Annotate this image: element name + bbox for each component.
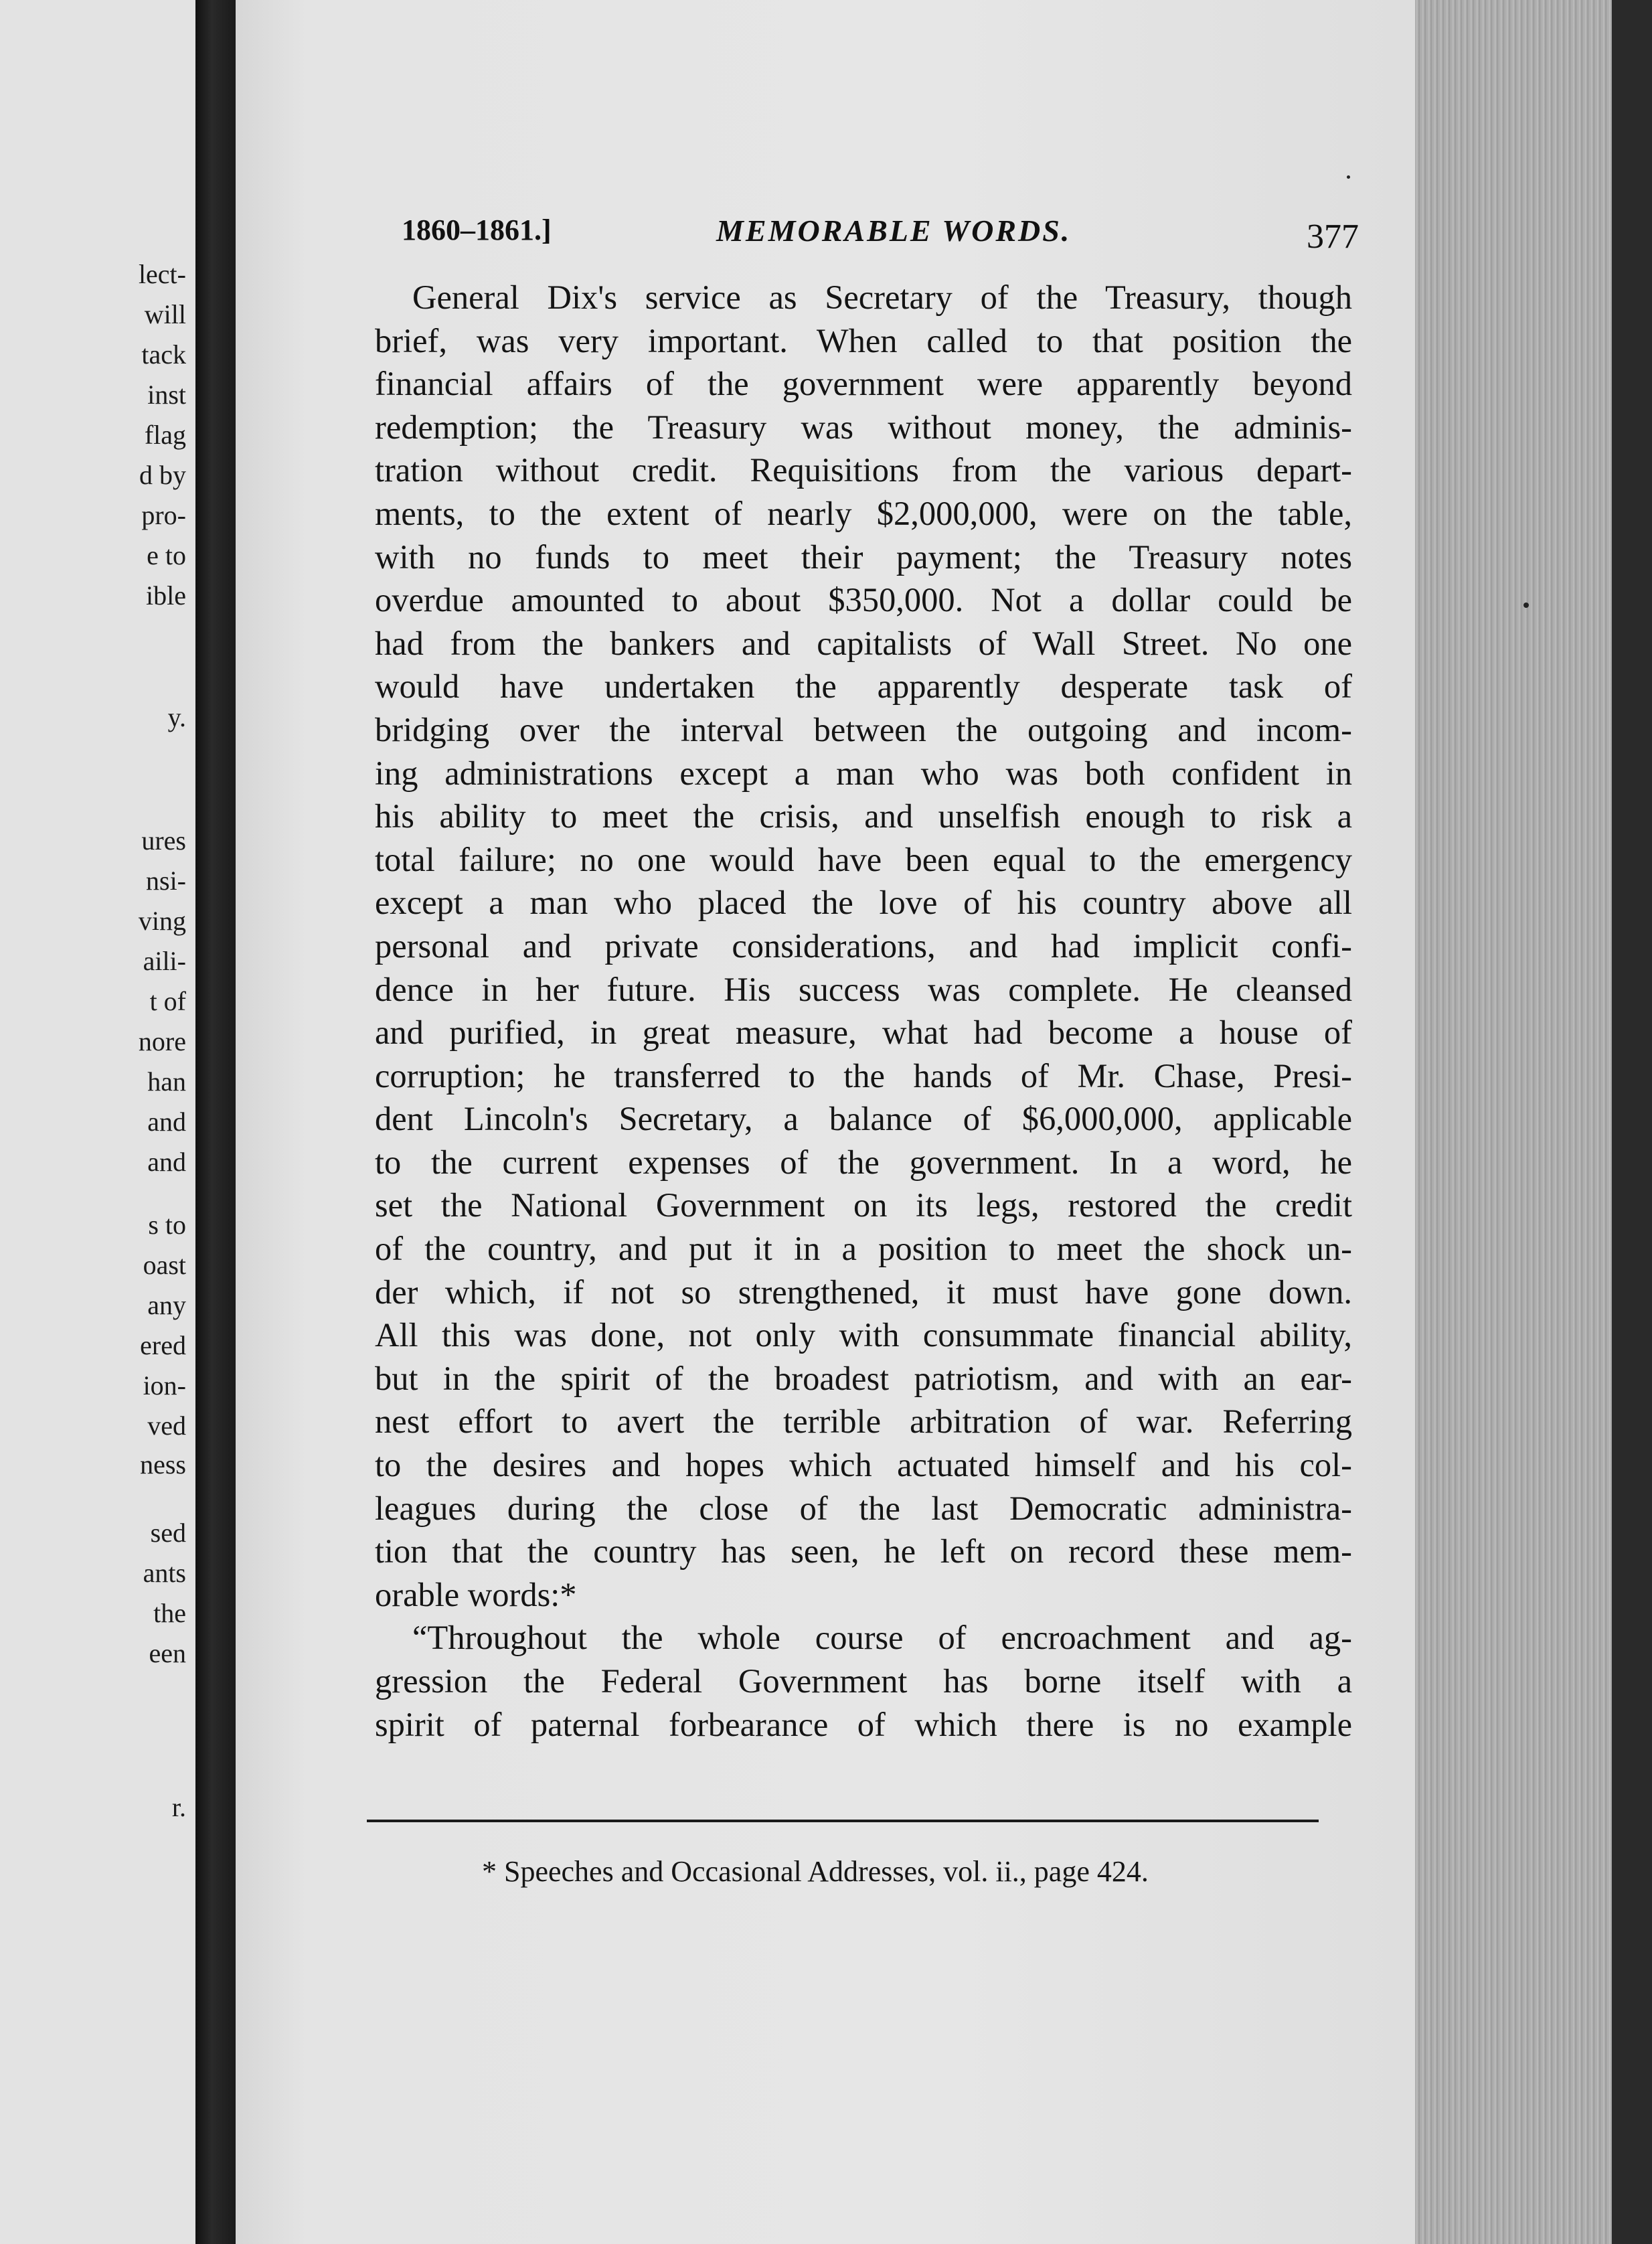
text-line: of the country, and put it in a position to meet the shock un- [375,1230,1352,1268]
text-line: tration without credit. Requisitions from the various depart- [375,451,1352,489]
text-line: orable words:* [375,1575,577,1613]
text-line: General Dix's service as Secretary of the Treasury, though [412,278,1352,316]
page-edges [1415,0,1652,2244]
left-page-fragment: ved [147,1411,186,1441]
text-line: but in the spirit of the broadest patriotism, and with an ear- [375,1359,1352,1397]
left-page-fragment: oast [143,1250,186,1280]
text-line: redemption; the Treasury was without money, the adminis- [375,408,1352,446]
footnote: * Speeches and Occasional Addresses, vol. ii., page 424. [482,1855,1149,1888]
left-page-fragment: and [147,1147,186,1177]
text-line: All this was done, not only with consummate financial ability, [375,1316,1352,1354]
left-page-fragment: een [149,1638,186,1668]
running-head [402,213,1359,260]
left-page-fragment: ness [140,1449,186,1479]
left-page-fragment: tack [141,339,186,370]
left-page-fragment: inst [147,380,186,410]
text-line: nest effort to avert the terrible arbitration of war. Referring [375,1402,1352,1441]
left-page-fragment: e to [147,540,186,570]
previous-page [0,0,195,2244]
text-line: his ability to meet the crisis, and unselfish enough to risk a [375,797,1352,835]
left-page-fragment: r. [171,1792,186,1822]
text-line: had from the bankers and capitalists of Wall Street. No one [375,624,1352,662]
text-line: set the National Government on its legs, restored the credit [375,1186,1352,1224]
text-line: to the current expenses of the government. In a word, he [375,1143,1352,1181]
left-page-fragment: t of [149,986,186,1016]
ink-speck [1523,603,1529,608]
left-page-fragment: han [147,1066,186,1097]
left-page-fragment: sed [150,1518,186,1548]
left-page-fragment: any [147,1290,186,1320]
running-head-years: 1860–1861.] [402,214,552,246]
left-page-fragment: ible [146,580,186,611]
left-page-fragment: y. [167,702,186,732]
text-line: would have undertaken the apparently desperate task of [375,667,1352,706]
text-line: gression the Federal Government has borne itself with a [375,1662,1352,1700]
left-page-fragment: ered [140,1330,186,1360]
text-line: ing administrations except a man who was both confident in [375,754,1352,792]
text-line: except a man who placed the love of his country above all [375,884,1352,922]
text-line: overdue amounted to about $350,000. Not a dollar could be [375,581,1352,619]
left-page-fragment: ures [141,825,186,856]
text-line: dence in her future. His success was complete. He cleansed [375,970,1352,1008]
left-page-fragment: and [147,1107,186,1137]
left-page-fragment: lect- [138,259,186,289]
left-page-fragment: ants [143,1558,186,1588]
text-line: corruption; he transferred to the hands of Mr. Chase, Presi- [375,1056,1352,1095]
text-line: bridging over the interval between the outgoing and incom- [375,710,1352,748]
text-line: with no funds to meet their payment; the Treasury notes [375,538,1352,576]
text-line: “Throughout the whole course of encroachment and ag- [412,1619,1352,1657]
text-line: to the desires and hopes which actuated himself and his col- [375,1446,1352,1484]
left-page-fragment: the [153,1598,186,1628]
text-line: total failure; no one would have been equal to the emergency [375,840,1352,878]
running-head-title: MEMORABLE WORDS. [716,214,1072,248]
left-page-fragment: ion- [143,1370,186,1400]
left-page-fragment: nsi- [146,866,186,896]
text-line: ments, to the extent of nearly $2,000,000, were on the table, [375,494,1352,532]
left-page-fragment: ving [138,906,186,936]
left-page-fragment: will [144,299,186,329]
text-line: financial affairs of the government were apparently beyond [375,365,1352,403]
left-page-fragment: aili- [143,946,186,976]
background-edge [1612,0,1652,2244]
left-page-fragment: pro- [141,500,186,530]
text-line: leagues during the close of the last Democratic administra- [375,1489,1352,1527]
text-line: spirit of paternal forbearance of which there is no example [375,1705,1352,1743]
left-page-fragment: s to [148,1210,186,1240]
left-page-fragment: flag [144,420,186,450]
left-page-fragment: nore [138,1026,186,1056]
text-line: tion that the country has seen, he left on record these mem- [375,1532,1352,1571]
left-page-fragment: d by [139,460,186,490]
book-gutter [195,0,236,2244]
text-line: personal and private considerations, and had implicit confi- [375,927,1352,965]
footnote-rule [367,1820,1319,1822]
text-line: der which, if not so strengthened, it must have gone down. [375,1273,1352,1311]
page-number: 377 [1307,218,1359,256]
body-text [375,276,1352,1746]
text-line: and purified, in great measure, what had become a house of [375,1014,1352,1052]
text-line: brief, was very important. When called to that position the [375,321,1352,359]
ink-speck [1347,175,1350,179]
text-line: dent Lincoln's Secretary, a balance of $6,000,000, applicable [375,1100,1352,1138]
